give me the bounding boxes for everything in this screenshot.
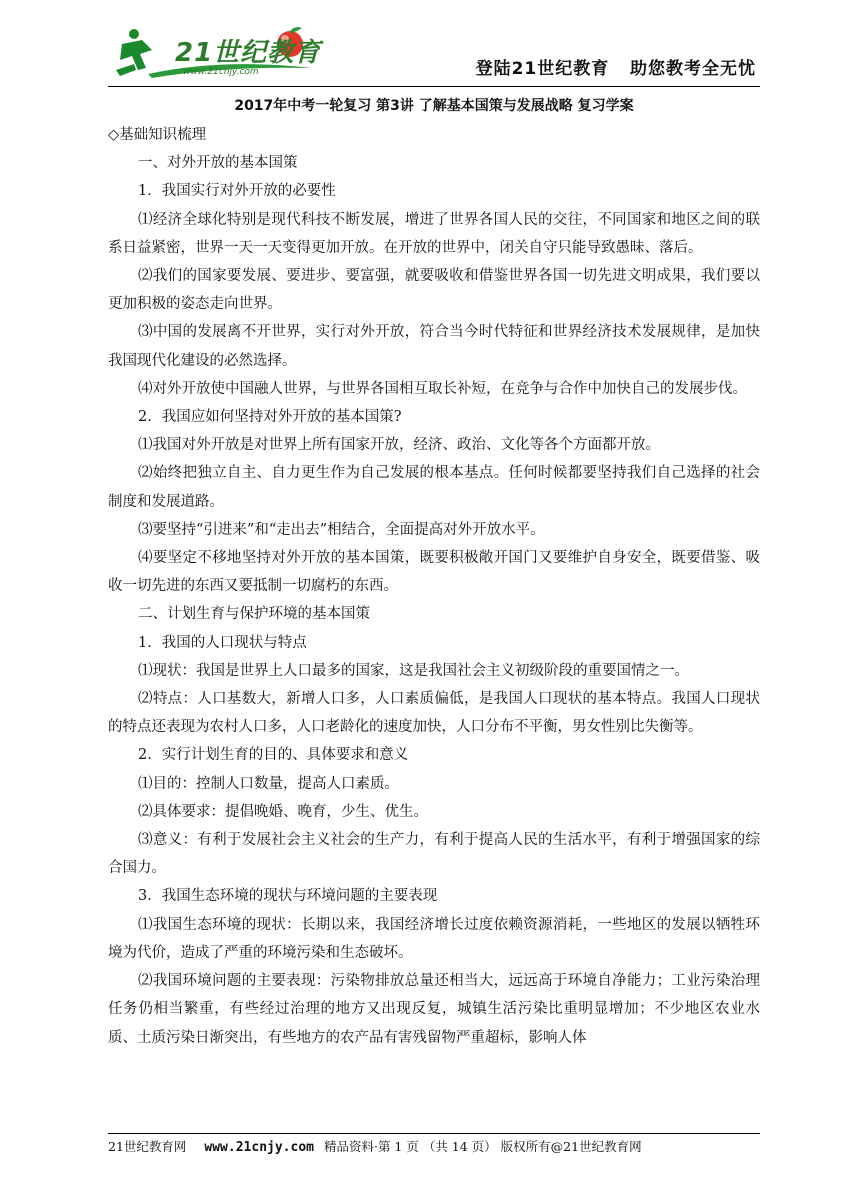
subsection-heading: 1．我国实行对外开放的必要性 (138, 183, 336, 200)
paragraph: ⑴现状：我国是世界上人口最多的国家，这是我国社会主义初级阶段的重要国情之一。 (138, 662, 689, 679)
paragraph: ⑷要坚定不移地坚持对外开放的基本国策，既要积极敞开国门又要维护自身安全，既要借鉴、吸收一切先进的东西又要抵制一切腐朽的东西。 (108, 550, 760, 595)
footer-divider (108, 1133, 760, 1134)
page-footer (108, 1137, 760, 1155)
footer-site-name: 21世纪教育网 (108, 1139, 187, 1154)
paragraph: ⑶要坚持“引进来”和“走出去”相结合，全面提高对外开放水平。 (138, 521, 545, 538)
header-divider (108, 86, 760, 87)
paragraph: ⑴我国生态环境的现状：长期以来，我国经济增长过度依赖资源消耗，一些地区的发展以牺牲环境为代价，造成了严重的环境污染和生态破坏。 (108, 916, 760, 961)
document-title: 2017年中考一轮复习 第3讲 了解基本国策与发展战略 复习学案 (234, 98, 634, 114)
section-marker: ◇基础知识梳理 (108, 127, 207, 143)
subsection-heading: 3．我国生态环境的现状与环境问题的主要表现 (138, 888, 438, 905)
paragraph: ⑷对外开放使中国融人世界，与世界各国相互取长补短，在竞争与合作中加快自己的发展步伐。 (138, 380, 747, 397)
paragraph: ⑴经济全球化特别是现代科技不断发展，增进了世界各国人民的交往，不同国家和地区之间的联系日益紧密，世界一天一天变得更加开放。在开放的世界中，闭关自守只能导致愚昧、落后。 (108, 211, 760, 256)
header-slogan: 登陆21世纪教育 助您教考全无忧 (475, 59, 756, 79)
paragraph: ⑶意义：有利于发展社会主义社会的生产力，有利于提高人民的生活水平，有利于增强国家的综合国力。 (108, 832, 760, 877)
footer-url-link[interactable]: www.21cnjy.com (204, 1140, 314, 1155)
paragraph: ⑵具体要求：提倡晚婚、晚育，少生、优生。 (138, 803, 428, 820)
page-header (0, 0, 860, 90)
paragraph: ⑵我国环境问题的主要表现：污染物排放总量还相当大，远远高于环境自净能力；工业污染治理任务仍相当繁重，有些经过治理的地方又出现反复，城镇生活污染比重明显增加；不少地区农业水质、土质污染日渐突出，有些地方的农产品有害残留物严重超标，影响人体 (108, 973, 760, 1046)
paragraph: ⑴我国对外开放是对世界上所有国家开放，经济、政治、文化等各个方面都开放。 (138, 437, 660, 454)
paragraph: ⑵我们的国家要发展、要进步、要富强，就要吸收和借鉴世界各国一切先进文明成果，我们要以更加积极的姿态走向世界。 (108, 268, 760, 313)
paragraph: ⑵始终把独立自主、自力更生作为自己发展的根本基点。任何时候都要坚持我们自己选择的社会制度和发展道路。 (108, 465, 760, 510)
subsection-heading: 1．我国的人口现状与特点 (138, 634, 307, 651)
subsection-heading: 2．我国应如何坚持对外开放的基本国策? (138, 409, 402, 426)
paragraph: ⑵特点：人口基数大，新增人口多，人口素质偏低，是我国人口现状的基本特点。我国人口现状的特点还表现为农村人口多，人口老龄化的速度加快，人口分布不平衡，男女性别比失衡等。 (108, 691, 760, 736)
section-heading: 一、对外开放的基本国策 (138, 155, 298, 172)
subsection-heading: 2．实行计划生育的目的、具体要求和意义 (138, 747, 409, 764)
section-heading: 二、计划生育与保护环境的基本国策 (138, 606, 370, 623)
footer-page-info: 精品资料·第 1 页 （共 14 页） 版权所有@21世纪教育网 (323, 1139, 642, 1154)
logo-text: 21世纪教育 (175, 38, 322, 68)
paragraph: ⑴目的：控制人口数量，提高人口素质。 (138, 775, 399, 792)
document-body (108, 92, 760, 1052)
paragraph: ⑶中国的发展离不开世界，实行对外开放，符合当今时代特征和世界经济技术发展规律，是加快我国现代化建设的必然选择。 (108, 324, 760, 369)
logo-url: www.21cnjy.com (183, 67, 259, 77)
